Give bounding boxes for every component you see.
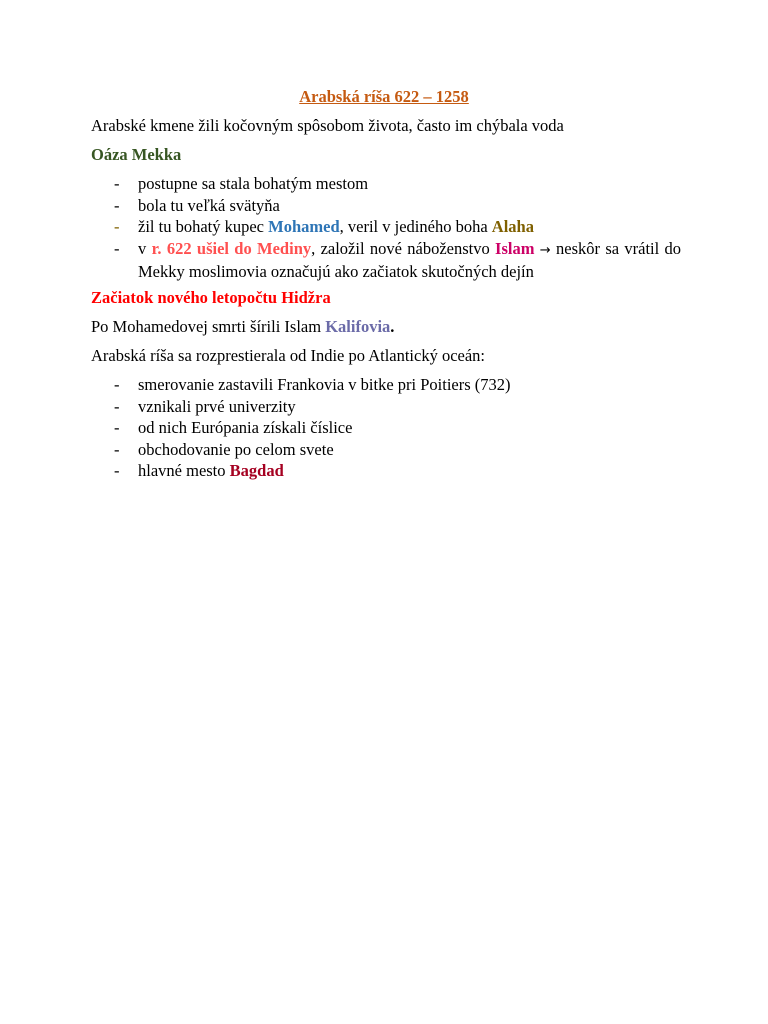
list-dash: - bbox=[114, 195, 120, 215]
list-dash: - bbox=[114, 238, 120, 258]
list-item-text: , založil nové náboženstvo bbox=[311, 238, 496, 258]
mekka-list bbox=[91, 173, 681, 282]
arrow-icon: → bbox=[539, 242, 551, 258]
term-hijra-event: r. 622 ušiel do Mediny bbox=[151, 238, 312, 258]
list-item bbox=[91, 216, 681, 238]
list-dash: - bbox=[114, 418, 120, 437]
empire-list bbox=[91, 374, 681, 482]
list-item bbox=[91, 396, 681, 418]
list-item-text: žil tu bohatý kupec bbox=[138, 217, 269, 236]
term-bagdad: Bagdad bbox=[229, 461, 284, 480]
list-dash: - bbox=[114, 217, 120, 236]
list-item bbox=[91, 195, 681, 217]
list-item-text: bola tu veľká svätyňa bbox=[138, 195, 280, 215]
list-item bbox=[91, 238, 681, 282]
list-item bbox=[91, 460, 681, 482]
term-mohamed: Mohamed bbox=[268, 217, 340, 236]
list-dash: - bbox=[114, 461, 120, 480]
list-dash: - bbox=[114, 396, 120, 416]
period: . bbox=[390, 317, 395, 336]
list-item-text: neskôr sa vrátil do Mekky moslimovia označujú ako začiatok skutočných dejín bbox=[138, 238, 682, 281]
list-item-text: smerovanie zastavili Frankovia v bitke pri Poitiers (732) bbox=[138, 375, 511, 394]
term-kalifovia: Kalifovia bbox=[325, 317, 391, 336]
caliphs-paragraph bbox=[91, 316, 681, 337]
list-item bbox=[91, 417, 681, 439]
list-dash: - bbox=[114, 174, 120, 193]
list-item-text: postupne sa stala bohatým mestom bbox=[138, 174, 369, 193]
caliphs-text: Po Mohamedovej smrti šírili Islam bbox=[91, 317, 326, 336]
list-item-text: , veril v jediného boha bbox=[339, 217, 492, 236]
list-item bbox=[91, 173, 681, 195]
list-item-text: v bbox=[138, 238, 152, 258]
list-item-text: vznikali prvé univerzity bbox=[138, 396, 296, 416]
list-dash: - bbox=[114, 439, 120, 459]
list-item-text: hlavné mesto bbox=[138, 461, 230, 480]
intro-paragraph: Arabské kmene žili kočovným spôsobom života, často im chýbala voda bbox=[91, 116, 564, 135]
list-item-text: od nich Európania získali číslice bbox=[138, 418, 353, 437]
heading-oasis-mekka: Oáza Mekka bbox=[91, 145, 182, 164]
list-item-text: obchodovanie po celom svete bbox=[138, 439, 334, 459]
term-islam: Islam bbox=[495, 238, 535, 258]
page-title: Arabská ríša 622 – 1258 bbox=[299, 87, 469, 106]
list-dash: - bbox=[114, 375, 120, 394]
term-alaha: Alaha bbox=[491, 217, 534, 236]
heading-hijra: Začiatok nového letopočtu Hidžra bbox=[91, 288, 331, 307]
list-item bbox=[91, 439, 681, 461]
list-item bbox=[91, 374, 681, 396]
extent-paragraph: Arabská ríša sa rozprestierala od Indie po Atlantický oceán: bbox=[91, 346, 486, 365]
